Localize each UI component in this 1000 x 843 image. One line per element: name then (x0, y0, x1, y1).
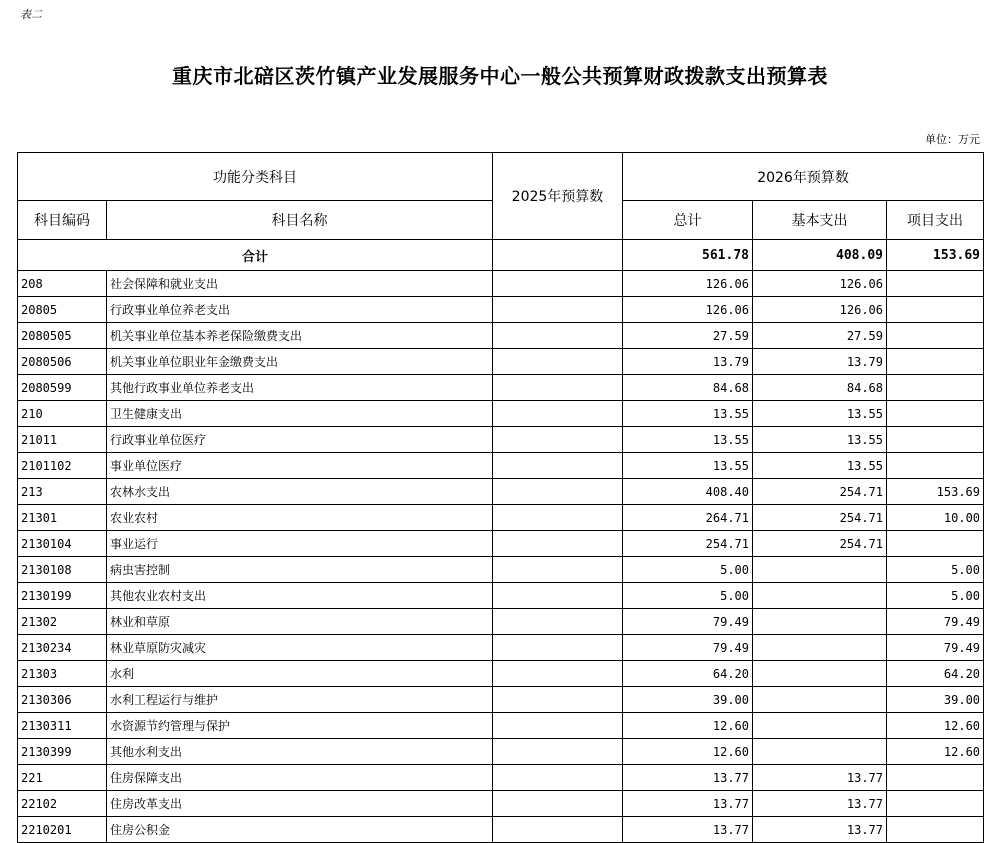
cell-name: 机关事业单位基本养老保险缴费支出 (107, 323, 493, 349)
table-row (18, 713, 984, 739)
table-row (18, 791, 984, 817)
cell-budget-2025 (493, 271, 623, 297)
cell-project (887, 427, 984, 453)
table-row (18, 583, 984, 609)
cell-code: 22102 (18, 791, 107, 817)
cell-basic: 126.06 (753, 297, 887, 323)
cell-budget-2025 (493, 687, 623, 713)
table-row (18, 479, 984, 505)
cell-name: 水利工程运行与维护 (107, 687, 493, 713)
cell-total: 13.55 (623, 401, 753, 427)
table-row (18, 323, 984, 349)
cell-budget-2025 (493, 375, 623, 401)
cell-code: 21301 (18, 505, 107, 531)
cell-name: 行政事业单位医疗 (107, 427, 493, 453)
document-title: 重庆市北碚区茨竹镇产业发展服务中心一般公共预算财政拨款支出预算表 (172, 64, 828, 88)
cell-basic: 84.68 (753, 375, 887, 401)
cell-total: 13.55 (623, 427, 753, 453)
cell-project (887, 531, 984, 557)
cell-code: 2130306 (18, 687, 107, 713)
cell-project (887, 323, 984, 349)
cell-project: 79.49 (887, 635, 984, 661)
cell-basic (753, 687, 887, 713)
header-code: 科目编码 (18, 201, 107, 240)
header-functional-classification: 功能分类科目 (18, 153, 493, 201)
cell-name: 其他行政事业单位养老支出 (107, 375, 493, 401)
cell-name: 事业单位医疗 (107, 453, 493, 479)
cell-name: 社会保障和就业支出 (107, 271, 493, 297)
cell-basic: 254.71 (753, 505, 887, 531)
table-row (18, 453, 984, 479)
header-name: 科目名称 (107, 201, 493, 240)
cell-basic (753, 661, 887, 687)
cell-code: 2130311 (18, 713, 107, 739)
cell-code: 221 (18, 765, 107, 791)
cell-budget-2025 (493, 427, 623, 453)
cell-code: 2080505 (18, 323, 107, 349)
cell-name: 农业农村 (107, 505, 493, 531)
cell-total: 64.20 (623, 661, 753, 687)
cell-project: 12.60 (887, 739, 984, 765)
budget-table (17, 152, 984, 843)
cell-code: 2130399 (18, 739, 107, 765)
header-project: 项目支出 (887, 201, 984, 240)
cell-project: 10.00 (887, 505, 984, 531)
total-budget-2025 (493, 240, 623, 271)
cell-total: 27.59 (623, 323, 753, 349)
header-budget-2025: 2025年预算数 (493, 153, 623, 240)
cell-name: 卫生健康支出 (107, 401, 493, 427)
cell-budget-2025 (493, 635, 623, 661)
cell-project (887, 375, 984, 401)
cell-budget-2025 (493, 765, 623, 791)
cell-code: 2210201 (18, 817, 107, 843)
cell-code: 210 (18, 401, 107, 427)
cell-name: 水资源节约管理与保护 (107, 713, 493, 739)
cell-project (887, 297, 984, 323)
cell-code: 2080599 (18, 375, 107, 401)
cell-code: 213 (18, 479, 107, 505)
table-row (18, 349, 984, 375)
cell-total: 408.40 (623, 479, 753, 505)
cell-name: 病虫害控制 (107, 557, 493, 583)
cell-code: 2130104 (18, 531, 107, 557)
cell-budget-2025 (493, 349, 623, 375)
cell-name: 农林水支出 (107, 479, 493, 505)
total-label: 合计 (18, 240, 493, 271)
cell-total: 254.71 (623, 531, 753, 557)
cell-budget-2025 (493, 453, 623, 479)
cell-basic (753, 557, 887, 583)
cell-budget-2025 (493, 297, 623, 323)
cell-name: 机关事业单位职业年金缴费支出 (107, 349, 493, 375)
cell-project: 12.60 (887, 713, 984, 739)
cell-budget-2025 (493, 791, 623, 817)
cell-code: 21303 (18, 661, 107, 687)
cell-total: 12.60 (623, 739, 753, 765)
cell-total: 12.60 (623, 713, 753, 739)
cell-project: 153.69 (887, 479, 984, 505)
cell-basic: 27.59 (753, 323, 887, 349)
cell-budget-2025 (493, 505, 623, 531)
cell-project: 79.49 (887, 609, 984, 635)
cell-budget-2025 (493, 323, 623, 349)
table-row (18, 401, 984, 427)
cell-code: 2130199 (18, 583, 107, 609)
total-row (18, 240, 984, 271)
total-total: 561.78 (623, 240, 753, 271)
cell-budget-2025 (493, 479, 623, 505)
cell-basic: 13.55 (753, 453, 887, 479)
cell-basic: 254.71 (753, 531, 887, 557)
table-row (18, 609, 984, 635)
cell-project: 39.00 (887, 687, 984, 713)
cell-basic: 126.06 (753, 271, 887, 297)
cell-code: 2130234 (18, 635, 107, 661)
table-row (18, 505, 984, 531)
table-row (18, 739, 984, 765)
cell-total: 126.06 (623, 271, 753, 297)
cell-total: 126.06 (623, 297, 753, 323)
cell-total: 264.71 (623, 505, 753, 531)
cell-total: 13.77 (623, 791, 753, 817)
cell-total: 39.00 (623, 687, 753, 713)
cell-basic: 13.55 (753, 401, 887, 427)
cell-project (887, 271, 984, 297)
cell-total: 79.49 (623, 609, 753, 635)
header-budget-2026: 2026年预算数 (623, 153, 984, 201)
cell-total: 13.79 (623, 349, 753, 375)
cell-project: 5.00 (887, 557, 984, 583)
cell-project: 64.20 (887, 661, 984, 687)
cell-name: 行政事业单位养老支出 (107, 297, 493, 323)
cell-basic: 13.77 (753, 791, 887, 817)
cell-name: 林业草原防灾减灾 (107, 635, 493, 661)
total-basic: 408.09 (753, 240, 887, 271)
cell-total: 5.00 (623, 557, 753, 583)
cell-name: 林业和草原 (107, 609, 493, 635)
cell-code: 2101102 (18, 453, 107, 479)
cell-budget-2025 (493, 739, 623, 765)
cell-budget-2025 (493, 583, 623, 609)
cell-basic: 13.79 (753, 349, 887, 375)
cell-total: 13.55 (623, 453, 753, 479)
total-project: 153.69 (887, 240, 984, 271)
table-row (18, 271, 984, 297)
cell-basic (753, 635, 887, 661)
cell-budget-2025 (493, 557, 623, 583)
cell-code: 2080506 (18, 349, 107, 375)
cell-basic (753, 713, 887, 739)
cell-budget-2025 (493, 401, 623, 427)
cell-project (887, 401, 984, 427)
table-row (18, 687, 984, 713)
cell-budget-2025 (493, 661, 623, 687)
table-row (18, 427, 984, 453)
cell-basic: 13.77 (753, 817, 887, 843)
table-row (18, 557, 984, 583)
header-basic: 基本支出 (753, 201, 887, 240)
cell-name: 住房改革支出 (107, 791, 493, 817)
table-row (18, 765, 984, 791)
cell-project (887, 453, 984, 479)
cell-code: 21302 (18, 609, 107, 635)
cell-basic (753, 609, 887, 635)
cell-name: 住房公积金 (107, 817, 493, 843)
cell-project (887, 791, 984, 817)
cell-budget-2025 (493, 609, 623, 635)
table-row (18, 375, 984, 401)
cell-code: 208 (18, 271, 107, 297)
cell-budget-2025 (493, 531, 623, 557)
cell-project (887, 765, 984, 791)
cell-code: 2130108 (18, 557, 107, 583)
cell-name: 水利 (107, 661, 493, 687)
cell-total: 79.49 (623, 635, 753, 661)
cell-name: 事业运行 (107, 531, 493, 557)
cell-project: 5.00 (887, 583, 984, 609)
cell-total: 5.00 (623, 583, 753, 609)
cell-name: 住房保障支出 (107, 765, 493, 791)
cell-name: 其他水利支出 (107, 739, 493, 765)
header-total: 总计 (623, 201, 753, 240)
cell-code: 21011 (18, 427, 107, 453)
cell-code: 20805 (18, 297, 107, 323)
table-row (18, 297, 984, 323)
unit-label: 单位：万元 (925, 133, 980, 146)
cell-budget-2025 (493, 713, 623, 739)
cell-basic (753, 739, 887, 765)
cell-project (887, 349, 984, 375)
cell-basic: 13.55 (753, 427, 887, 453)
cell-total: 84.68 (623, 375, 753, 401)
table-row (18, 635, 984, 661)
cell-basic (753, 583, 887, 609)
header-row-1 (18, 153, 984, 201)
cell-basic: 254.71 (753, 479, 887, 505)
table-row (18, 531, 984, 557)
table-row (18, 661, 984, 687)
cell-total: 13.77 (623, 765, 753, 791)
cell-basic: 13.77 (753, 765, 887, 791)
document-label: 表二 (20, 8, 42, 21)
cell-name: 其他农业农村支出 (107, 583, 493, 609)
cell-total: 13.77 (623, 817, 753, 843)
